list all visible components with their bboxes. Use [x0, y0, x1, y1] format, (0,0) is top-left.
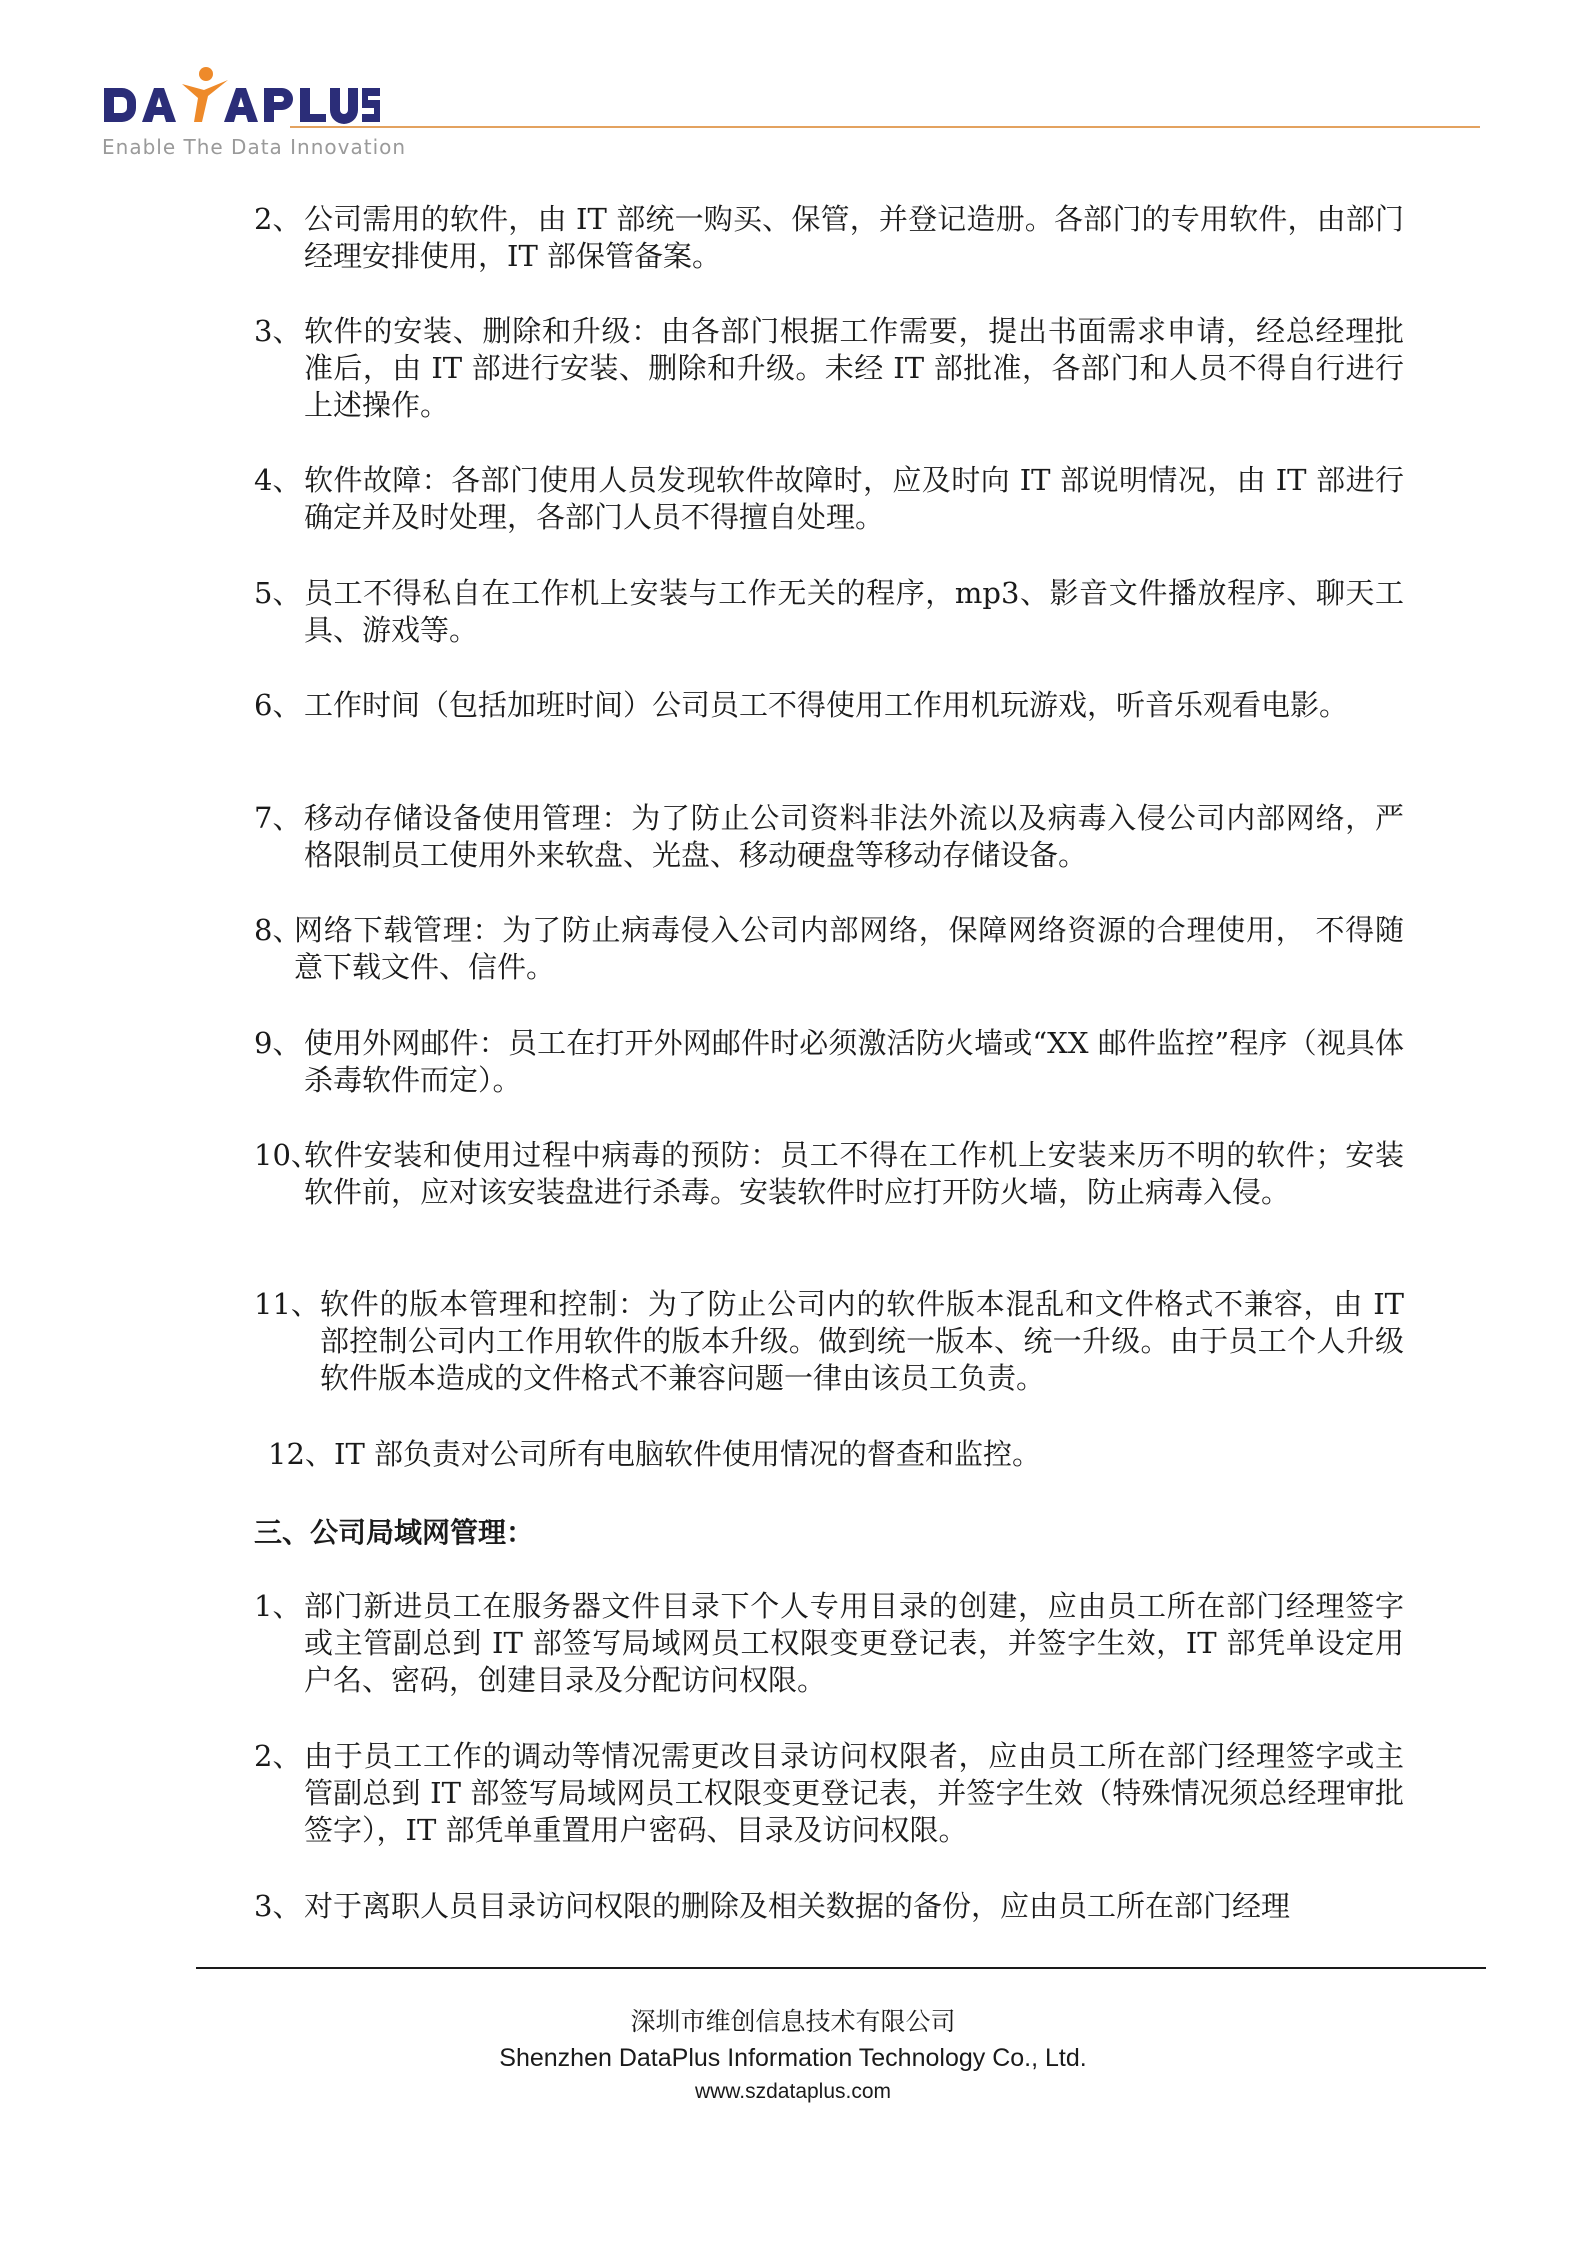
item-number: 12、 [268, 1437, 334, 1471]
item-text: 软件安装和使用过程中病毒的预防：员工不得在工作机上安装来历不明的软件；安装软件前，应对该安装盘进行杀毒。安装软件时应打开防火墙，防止病毒入侵。 [304, 1138, 1404, 1209]
company-name-cn: 深圳市维创信息技术有限公司 [630, 2007, 956, 2036]
list-item [254, 201, 1404, 275]
list-item [254, 313, 1404, 424]
item-number: 8、 [254, 913, 302, 947]
page-footer [0, 2004, 1586, 2108]
item-text: 网络下载管理：为了防止病毒侵入公司内部网络，保障网络资源的合理使用， 不得随意下载文件、信件。 [294, 913, 1404, 984]
item-text: 员工不得私自在工作机上安装与工作无关的程序，mp3、影音文件播放程序、聊天工具、游戏等。 [304, 576, 1404, 647]
item-number: 9、 [254, 1026, 302, 1060]
item-text: 部门新进员工在服务器文件目录下个人专用目录的创建，应由员工所在部门经理签字或主管副总到 IT 部签写局域网员工权限变更登记表，并签字生效，IT 部凭单设定用户名、密码，创建目录及分配访问权限。 [304, 1589, 1404, 1697]
company-logo [102, 66, 382, 124]
item-text: 软件的版本管理和控制：为了防止公司内的软件版本混乱和文件格式不兼容，由 IT 部控制公司内工作用软件的版本升级。做到统一版本、统一升级。由于员工个人升级软件版本造成的文件格式不兼容问题一律由该员工负责。 [320, 1287, 1404, 1395]
footer-divider [196, 1967, 1486, 1969]
item-number: 4、 [254, 463, 302, 497]
list-item [254, 1436, 1404, 1473]
item-text: 软件故障：各部门使用人员发现软件故障时，应及时向 IT 部说明情况，由 IT 部进行确定并及时处理，各部门人员不得擅自处理。 [304, 463, 1404, 534]
item-text: 移动存储设备使用管理：为了防止公司资料非法外流以及病毒入侵公司内部网络，严格限制员工使用外来软盘、光盘、移动硬盘等移动存储设备。 [304, 801, 1404, 872]
list-item [254, 1286, 1404, 1397]
item-text: 工作时间（包括加班时间）公司员工不得使用工作用机玩游戏，听音乐观看电影。 [304, 688, 1349, 722]
company-website: www.szdataplus.com [694, 2080, 892, 2103]
item-number: 2、 [254, 1739, 302, 1773]
list-item [254, 687, 1404, 724]
item-text: IT 部负责对公司所有电脑软件使用情况的督查和监控。 [334, 1437, 1042, 1471]
item-text: 公司需用的软件，由 IT 部统一购买、保管，并登记造册。各部门的专用软件，由部门经理安排使用，IT 部保管备案。 [304, 202, 1404, 273]
list-item [254, 1137, 1404, 1211]
item-number: 5、 [254, 576, 302, 610]
item-text: 使用外网邮件：员工在打开外网邮件时必须激活防火墙或“XX 邮件监控”程序（视具体杀毒软件而定）。 [304, 1026, 1404, 1097]
list-item [254, 912, 1404, 986]
list-item [254, 800, 1404, 874]
list-item [254, 1588, 1404, 1699]
item-number: 6、 [254, 688, 302, 722]
item-text: 由于员工工作的调动等情况需更改目录访问权限者，应由员工所在部门经理签字或主管副总到 IT 部签写局域网员工权限变更登记表，并签字生效（特殊情况须总经理审批签字），IT 部凭单重置用户密码、目录及访问权限。 [304, 1739, 1404, 1847]
item-number: 1、 [254, 1589, 302, 1623]
list-item [254, 1025, 1404, 1099]
dataplus-logo-icon [102, 66, 382, 124]
item-number: 7、 [254, 801, 302, 835]
list-item [254, 1738, 1404, 1849]
item-number: 2、 [254, 202, 302, 236]
item-text: 对于离职人员目录访问权限的删除及相关数据的备份，应由员工所在部门经理 [304, 1889, 1291, 1923]
item-number: 3、 [254, 314, 302, 348]
list-item [254, 1888, 1404, 1925]
item-number: 10、 [254, 1138, 320, 1172]
item-number: 3、 [254, 1889, 302, 1923]
company-name-en: Shenzhen DataPlus Information Technology Co., Ltd. [499, 2044, 1087, 2072]
item-number: 11、 [254, 1287, 320, 1321]
header-divider [290, 126, 1480, 128]
section-heading: 三、公司局域网管理： [254, 1516, 535, 1549]
company-tagline: Enable The Data Innovation [102, 135, 407, 159]
list-item [254, 575, 1404, 649]
list-item [254, 462, 1404, 536]
item-text: 软件的安装、删除和升级：由各部门根据工作需要，提出书面需求申请，经总经理批准后，由 IT 部进行安装、删除和升级。未经 IT 部批准，各部门和人员不得自行进行上述操作。 [304, 314, 1404, 422]
